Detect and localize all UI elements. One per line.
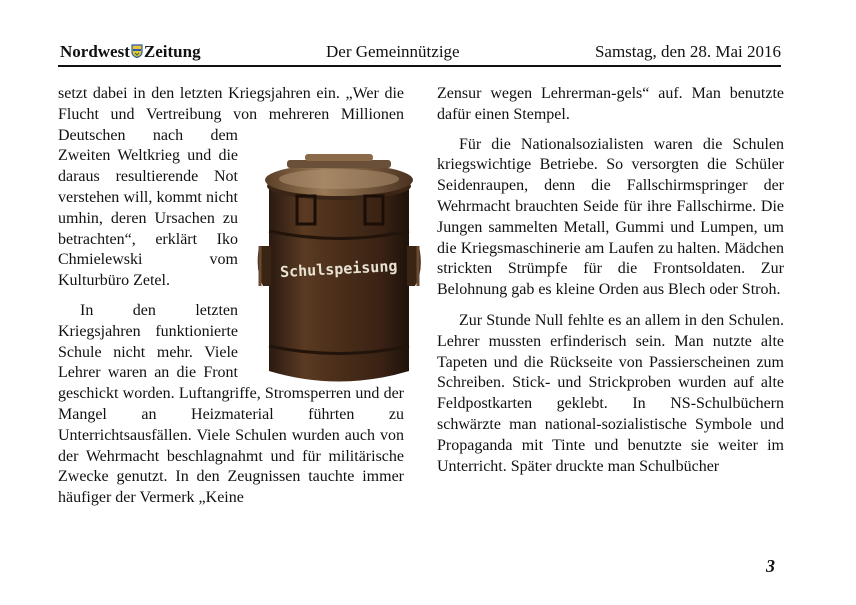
brand-name-right: Zeitung bbox=[143, 42, 201, 61]
issue-date: Samstag, den 28. Mai 2016 bbox=[594, 42, 781, 61]
right-paragraph-1: Zensur wegen Lehrerman-gels“ auf. Man benutzte dafür einen Stempel. bbox=[437, 85, 784, 123]
left-paragraph-2: In den letzten Kriegsjahren funktionierte Schule nicht mehr. Viele Lehrer waren an die Front geschickt worden. Luftangriffe, Stromsperren und der Mangel an Heizmaterial führten zu Unterrichtsausfällen. Viele Schulen wurden auch von der Wehrmacht beschlagnahmt und für militärische Zwecke genutzt. In den Zeugnissen tauchte immer häufiger der Vermerk „Keine bbox=[58, 301, 404, 507]
container-label: Schulspeisung bbox=[279, 256, 398, 282]
right-paragraph-2: Für die Nationalsozialisten waren die Schulen kriegswichtige Betriebe. So versorgten die Schüler Seidenraupen, denn die Fallschirmspringer der Wehrmacht brauchten Seide für ihre Fallschirme. Die Jungen sammelten Metall, Gummi und Lumpen, um die Kriegsmaschinerie am Laufen zu halten. Mädchen strickten Strümpfe für die Frontsoldaten. Zur Belohnung gab es kleine Orden aus Blech oder Stroh. bbox=[437, 135, 784, 299]
header-rule bbox=[58, 65, 781, 67]
page-header bbox=[60, 40, 781, 64]
left-paragraph-1: setzt dabei in den letzten Kriegsjahren ein. „Wer die Flucht und Vertreibung von mehreren Millionen Deutschen nach dem Zweiten Weltkrieg und die daraus resultierende Not verstehen will, kommt nicht umhin, deren Ursachen zu betrachten“, erklärt Iko Chmielewski vom Kulturbüro Zetel. bbox=[58, 85, 404, 290]
newspaper-brand bbox=[60, 42, 201, 62]
schulspeisung-container-photo bbox=[257, 146, 422, 396]
brand-name-left: Nordwest bbox=[60, 42, 130, 61]
right-paragraph-3: Zur Stunde Null fehlte es an allem in den Schulen. Lehrer mussten erfinderisch sein. Man nutzte alte Tapeten und die Rückseite von Passierscheinen zum Schreiben. Stick- und Strickproben wurden auf alte Feldpostkarten geklebt. In NS-Schulbüchern schwärzte man national-sozialistische Symbole und Propaganda mit Tinte und benutzte sie weiter im Unterricht. Später druckte man Schulbücher bbox=[437, 311, 784, 475]
section-title: Der Gemeinnützige bbox=[326, 42, 460, 61]
page-number: 3 bbox=[766, 556, 775, 576]
crest-icon bbox=[131, 44, 143, 58]
right-column bbox=[437, 84, 784, 477]
